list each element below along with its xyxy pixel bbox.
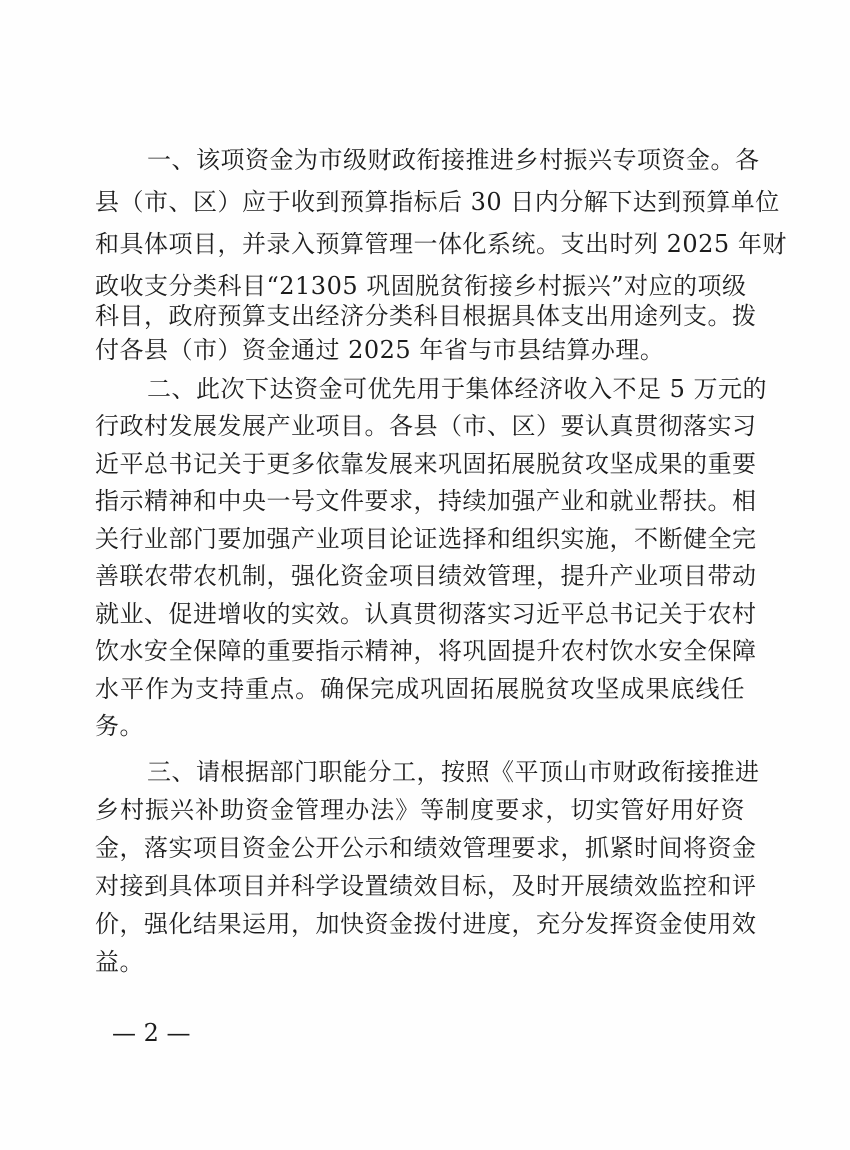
paragraph-3-line: 金，落实项目资金公开公示和绩效管理要求，抓紧时间将资金 [95, 834, 757, 862]
paragraph-1-line: 县（市、区）应于收到预算指标后 30 日内分解下达到预算单位 [95, 188, 780, 216]
paragraph-2-line: 善联农带农机制，强化资金项目绩效管理，提升产业项目带动 [95, 562, 757, 590]
paragraph-3-line: 三、请根据部门职能分工，按照《平顶山市财政衔接推进 [147, 758, 760, 786]
paragraph-2-line: 水平作为支持重点。确保完成巩固拓展脱贫攻坚成果底线任 [95, 675, 745, 703]
paragraph-2-line: 饮水安全保障的重要指示精神，将巩固提升农村饮水安全保障 [95, 637, 757, 665]
paragraph-2-line: 关行业部门要加强产业项目论证选择和组织实施，不断健全完 [95, 525, 757, 553]
paragraph-2-line: 近平总书记关于更多依靠发展来巩固拓展脱贫攻坚成果的重要 [95, 450, 757, 478]
paragraph-1-line: 一、该项资金为市级财政衔接推进乡村振兴专项资金。各 [147, 146, 760, 174]
paragraph-1-line: 付各县（市）资金通过 2025 年省与市县结算办理。 [95, 336, 665, 364]
paragraph-2-line: 务。 [95, 712, 144, 740]
paragraph-3-line: 乡村振兴补助资金管理办法》等制度要求，切实管好用好资 [95, 796, 745, 824]
paragraph-2-line: 指示精神和中央一号文件要求，持续加强产业和就业帮扶。相 [95, 487, 757, 515]
paragraph-2-line: 就业、促进增收的实效。认真贯彻落实习近平总书记关于农村 [95, 600, 757, 628]
paragraph-1-line: 和具体项目，并录入预算管理一体化系统。支出时列 2025 年财 [95, 230, 787, 258]
paragraph-1-line: 科目，政府预算支出经济分类科目根据具体支出用途列支。拨 [95, 302, 757, 330]
paragraph-1-line: 政收支分类科目“21305 巩固脱贫衔接乡村振兴”对应的项级 [95, 272, 747, 300]
page-number: — 2 — [112, 1019, 191, 1047]
paragraph-3-line: 对接到具体项目并科学设置绩效目标，及时开展绩效监控和评 [95, 872, 757, 900]
paragraph-3-line: 益。 [95, 948, 144, 976]
paragraph-3-line: 价，强化结果运用，加快资金拨付进度，充分发挥资金使用效 [95, 910, 757, 938]
paragraph-2-line: 行政村发展发展产业项目。各县（市、区）要认真贯彻落实习 [95, 412, 757, 440]
paragraph-2-line: 二、此次下达资金可优先用于集体经济收入不足 5 万元的 [147, 375, 768, 403]
